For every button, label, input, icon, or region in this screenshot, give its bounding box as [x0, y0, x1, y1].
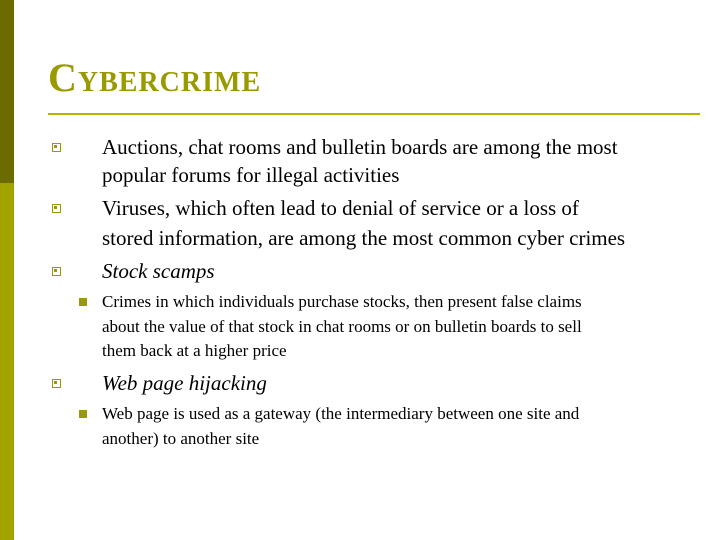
- sub-bullet-web-line-1: Web page is used as a gateway (the intermediary between one site and: [102, 404, 580, 423]
- sub-bullet-web-line-2: another) to another site: [102, 429, 260, 448]
- sub-bullet-stock-line-2: about the value of that stock in chat rooms or on bulletin boards to sell: [102, 317, 582, 336]
- bullet-web-page-hijacking: Web page hijacking: [102, 371, 267, 395]
- bullet-viruses-line-1: Viruses, which often lead to denial of service or a loss of: [102, 196, 579, 220]
- square-outline-bullet-icon: [52, 267, 61, 276]
- bullet-auctions-line-2: popular forums for illegal activities: [102, 163, 400, 187]
- square-filled-bullet-icon: [79, 410, 87, 418]
- bullet-stock-scamps: Stock scamps: [102, 259, 215, 283]
- title-underline: [48, 113, 700, 115]
- left-bar-light: [0, 183, 14, 540]
- sub-bullet-stock-line-3: them back at a higher price: [102, 341, 287, 360]
- bullet-auctions-line-1: Auctions, chat rooms and bulletin boards are among the most: [102, 135, 618, 159]
- square-outline-bullet-icon: [52, 143, 61, 152]
- slide-title: Cybercrime: [48, 55, 262, 100]
- sub-bullet-stock-line-1: Crimes in which individuals purchase stocks, then present false claims: [102, 292, 582, 311]
- square-outline-bullet-icon: [52, 379, 61, 388]
- bullet-viruses-line-2: stored information, are among the most common cyber crimes: [102, 226, 626, 250]
- square-outline-bullet-icon: [52, 204, 61, 213]
- left-bar-dark: [0, 0, 14, 183]
- square-filled-bullet-icon: [79, 298, 87, 306]
